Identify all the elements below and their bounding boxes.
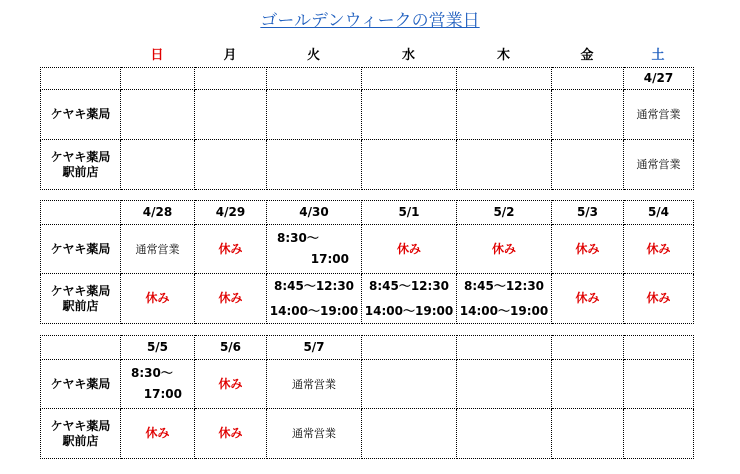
weekday-fri: 金 bbox=[580, 47, 594, 63]
weekday-sun: 日 bbox=[150, 47, 164, 63]
date-cell bbox=[362, 336, 457, 360]
date-cell: 5/6 bbox=[195, 336, 267, 360]
schedule-cell bbox=[457, 140, 552, 190]
store-row-main bbox=[41, 360, 694, 409]
week3-table bbox=[40, 335, 694, 459]
schedule-cell bbox=[457, 409, 552, 459]
closed-cell: 休み bbox=[624, 225, 694, 274]
hours-cell: 8:30～ 17:00 bbox=[267, 225, 362, 274]
store-row-main bbox=[41, 90, 694, 140]
schedule-cell bbox=[121, 90, 195, 140]
schedule-cell bbox=[624, 360, 694, 409]
schedule-cell bbox=[195, 140, 267, 190]
closed-cell: 休み bbox=[121, 274, 195, 324]
schedule-cell bbox=[552, 140, 624, 190]
schedule-cell bbox=[362, 409, 457, 459]
date-cell-blank bbox=[41, 201, 121, 225]
weekday-header bbox=[40, 44, 693, 66]
schedule-cell bbox=[267, 140, 362, 190]
date-cell bbox=[267, 68, 362, 90]
hours-cell: 8:30～ 17:00 bbox=[121, 360, 195, 409]
closed-cell: 休み bbox=[195, 409, 267, 459]
date-cell bbox=[457, 336, 552, 360]
store-row-station bbox=[41, 140, 694, 190]
store-row-station bbox=[41, 409, 694, 459]
schedule-cell bbox=[624, 409, 694, 459]
date-cell bbox=[552, 336, 624, 360]
closed-cell: 休み bbox=[195, 360, 267, 409]
schedule-cell: 通常営業 bbox=[624, 140, 694, 190]
closed-cell: 休み bbox=[195, 225, 267, 274]
schedule-cell bbox=[195, 90, 267, 140]
closed-cell: 休み bbox=[552, 274, 624, 324]
date-cell: 5/4 bbox=[624, 201, 694, 225]
weekday-wed: 水 bbox=[401, 47, 415, 63]
date-row bbox=[41, 201, 694, 225]
schedule-cell bbox=[552, 409, 624, 459]
closed-cell: 休み bbox=[624, 274, 694, 324]
schedule-cell bbox=[362, 360, 457, 409]
weekday-sat: 土 bbox=[651, 47, 665, 63]
header-blank bbox=[40, 44, 120, 66]
schedule-cell bbox=[362, 90, 457, 140]
date-cell bbox=[552, 68, 624, 90]
store-row-main bbox=[41, 225, 694, 274]
date-cell bbox=[362, 68, 457, 90]
store-name: ケヤキ薬局 駅前店 bbox=[41, 409, 121, 459]
schedule-cell: 通常営業 bbox=[267, 360, 362, 409]
date-cell: 4/29 bbox=[195, 201, 267, 225]
weekday-mon: 月 bbox=[223, 47, 237, 63]
store-row-station bbox=[41, 274, 694, 324]
schedule-cell bbox=[267, 90, 362, 140]
week1-table bbox=[40, 67, 694, 190]
date-cell: 4/30 bbox=[267, 201, 362, 225]
date-cell-blank bbox=[41, 336, 121, 360]
closed-cell: 休み bbox=[552, 225, 624, 274]
schedule-cell bbox=[457, 360, 552, 409]
store-name: ケヤキ薬局 駅前店 bbox=[41, 274, 121, 324]
schedule-cell bbox=[457, 90, 552, 140]
schedule-cell: 通常営業 bbox=[121, 225, 195, 274]
date-cell: 5/7 bbox=[267, 336, 362, 360]
schedule-cell bbox=[362, 140, 457, 190]
hours-cell: 8:45～12:30 14:00～19:00 bbox=[267, 274, 362, 324]
weekday-tue: 火 bbox=[306, 47, 320, 63]
closed-cell: 休み bbox=[362, 225, 457, 274]
schedule-cell bbox=[121, 140, 195, 190]
store-name: ケヤキ薬局 bbox=[41, 225, 121, 274]
date-cell: 4/28 bbox=[121, 201, 195, 225]
store-name: ケヤキ薬局 駅前店 bbox=[41, 140, 121, 190]
date-cell bbox=[121, 68, 195, 90]
closed-cell: 休み bbox=[457, 225, 552, 274]
store-name: ケヤキ薬局 bbox=[41, 360, 121, 409]
date-cell bbox=[457, 68, 552, 90]
page-title: ゴールデンウィークの営業日 bbox=[260, 11, 480, 31]
store-name: ケヤキ薬局 bbox=[41, 90, 121, 140]
weekday-thu: 木 bbox=[496, 47, 510, 63]
hours-cell: 8:45～12:30 14:00～19:00 bbox=[457, 274, 552, 324]
date-cell-blank bbox=[41, 68, 121, 90]
date-row bbox=[41, 336, 694, 360]
closed-cell: 休み bbox=[195, 274, 267, 324]
schedule-cell: 通常営業 bbox=[267, 409, 362, 459]
week2-table bbox=[40, 200, 694, 324]
closed-cell: 休み bbox=[121, 409, 195, 459]
date-cell bbox=[195, 68, 267, 90]
schedule-cell bbox=[552, 90, 624, 140]
hours-cell: 8:45～12:30 14:00～19:00 bbox=[362, 274, 457, 324]
date-cell: 5/3 bbox=[552, 201, 624, 225]
schedule-cell bbox=[552, 360, 624, 409]
date-cell: 5/2 bbox=[457, 201, 552, 225]
schedule-cell: 通常営業 bbox=[624, 90, 694, 140]
date-cell: 5/1 bbox=[362, 201, 457, 225]
date-row bbox=[41, 68, 694, 90]
date-cell: 5/5 bbox=[121, 336, 195, 360]
date-cell bbox=[624, 336, 694, 360]
date-cell: 4/27 bbox=[624, 68, 694, 90]
